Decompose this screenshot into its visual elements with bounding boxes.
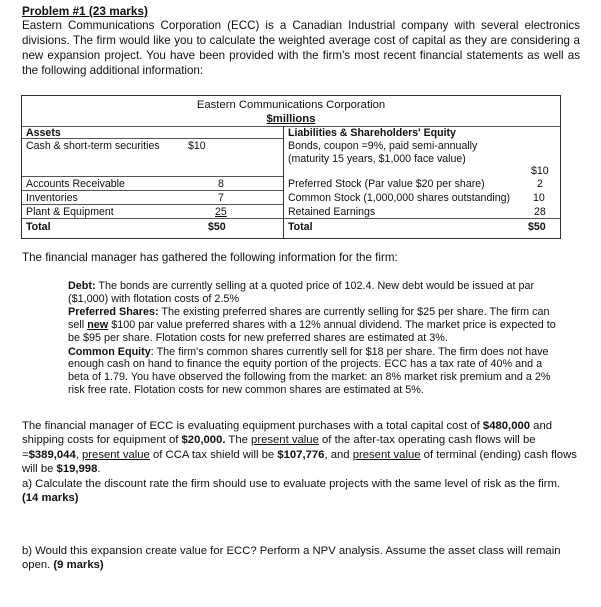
retained-label: Retained Earnings [288,206,376,218]
asset-plant-value: 25 [215,206,227,218]
question-a-text: a) Calculate the discount rate the firm should use to evaluate projects with the same level of risk as the firm. [22,477,561,490]
asset-receivable-label: Accounts Receivable [26,178,125,190]
asset-plant-label: Plant & Equipment [26,206,114,218]
preferred-label-bold: Preferred Shares: [68,306,159,319]
unit-label: $millions [266,113,316,125]
assets-total-label: Total [26,221,51,233]
debt-label: Debt: [68,280,96,292]
asset-inventory-value: 7 [218,192,224,204]
eval-text-8: of terminal (ending) cash flows will be [22,448,577,476]
eval-text-9: . [97,463,101,476]
column-divider [283,126,284,238]
assets-header: Assets [26,127,61,139]
preferred-value: 2 [537,178,543,190]
cca-tax-shield-pv: $107,776 [277,448,325,461]
preferred-new-word: new [87,319,109,332]
question-b [22,544,562,573]
evaluation-paragraph [22,419,578,477]
assets-header-rule [22,138,283,139]
asset-inventory-label: Inventories [26,192,78,204]
preferred-label: Preferred Stock (Par value $20 per share) [288,178,485,190]
bonds-line1: Bonds, coupon =9%, paid semi-annually [288,140,478,152]
bonds-value: $10 [531,165,549,177]
shipping-cost: $20,000. [181,434,226,447]
problem-title: Problem #1 (23 marks) [22,4,148,18]
eval-text-5: , [75,448,83,461]
operating-cash-flow-pv: $389,044 [28,448,76,461]
assets-total-value: $50 [208,221,226,233]
common-equity-info [68,346,558,398]
balance-sheet-table [21,95,561,239]
inventory-row-rule [22,204,283,205]
plant-row-rule [22,218,283,219]
liab-total-rule [283,218,560,219]
eval-text-6: of CCA tax shield will be [149,448,278,461]
liabilities-header: Liabilities & Shareholders' Equity [288,127,456,139]
common-label: Common Stock (1,000,000 shares outstanding) [288,192,511,204]
liabilities-total-label: Total [288,221,313,233]
bonds-line2: (maturity 15 years, $1,000 face value) [288,153,466,165]
eval-text-2: and shipping costs for equipment of [22,420,553,447]
pv-label-2: present value [82,448,150,461]
company-name: Eastern Communications Corporation [196,99,386,111]
eval-text-3: The [225,434,252,447]
common-equity-text: : The firm's common shares currently sell for $18 per share. The firm does not have enough cash on hand to finance the equity portion of the projects. ECC has a tax rate of 40% and a beta of 1.79. You have observed the following from the market: an 8% market risk premium and a 2% risk free rate. Flotation costs for new common shares are estimated at 5%. [68,345,551,397]
preferred-info [68,306,558,345]
liabilities-total-value: $50 [528,221,546,233]
asset-receivable-value: 8 [218,178,224,190]
receivable-row-rule [22,190,283,191]
common-value: 10 [533,192,545,204]
capital-cost: $480,000 [482,420,531,432]
gathered-info-text: The financial manager has gathered the following information for the firm: [22,251,398,264]
question-a [22,477,578,506]
common-equity-label: Common Equity [68,345,151,358]
cash-row-rule [22,176,283,177]
preferred-text-1: The existing preferred shares are currently selling for $25 per share. The firm can sell [68,306,550,332]
debt-text: The bonds are currently selling at a quoted price of 102.4. New debt would be issued at par ($1,000) with flotation costs of 2.5% [68,280,535,305]
asset-cash-value: $10 [188,140,206,152]
preferred-text-2: $100 par value preferred shares with a 12% annual dividend. The market price is expected to be $95 per share. Flotation costs for new preferred shares are estimated at 3%. [68,319,556,345]
retained-value: 28 [534,206,546,218]
project-evaluation [22,419,578,505]
eval-text-4: of the after-tax operating cash flows will be = [22,434,536,461]
balance-sheet-header [22,98,560,126]
debt-info [68,280,558,306]
pv-label-1: present value [251,434,319,447]
eval-text-7: , and [324,448,353,461]
pv-label-3: present value [352,448,421,461]
cost-of-capital-info [68,280,558,398]
problem-intro: Eastern Communications Corporation (ECC) is a Canadian Industrial company with several electronics divisions. The firm would like you to calculate the weighted average cost of capital as they are considering a new expansion project. You have been provided with the firm's most recent financial statements as well as the following additional information: [22,19,580,77]
question-b-text: b) Would this expansion create value for ECC? Perform a NPV analysis. Assume the asset class will remain open. [22,545,561,572]
eval-text-1: The financial manager of ECC is evaluating equipment purchases with a total capital cost of [22,420,483,432]
terminal-cash-flow-pv: $19,998 [56,463,98,476]
question-b-marks: (9 marks) [53,559,104,572]
question-a-marks: (14 marks) [22,492,79,505]
asset-cash-label: Cash & short-term securities [26,140,160,152]
